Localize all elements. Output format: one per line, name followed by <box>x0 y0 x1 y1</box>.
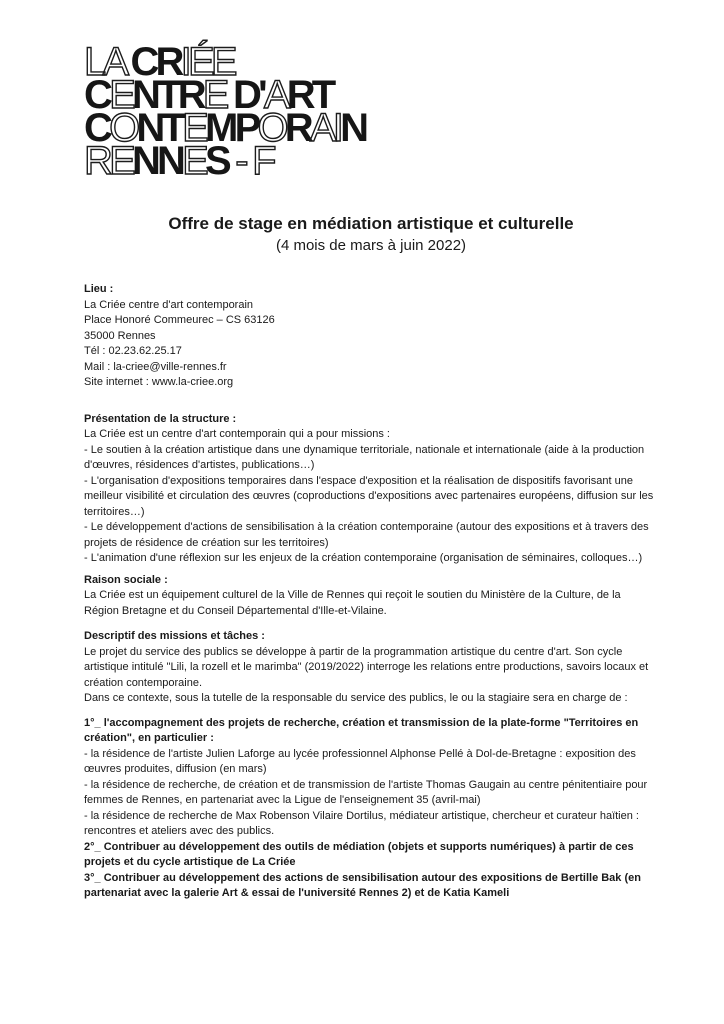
task-1-label: 1°_ l'accompagnement des projets de recherche, création et transmission de la plate-forme "Territoires en création", en particulier : <box>84 716 639 744</box>
logo-text-segment: AI <box>309 106 341 150</box>
title-block <box>0 212 724 256</box>
task-1-subitem: - la résidence de l'artiste Julien Laforge au lycée professionnel Alphonse Pellé à Dol-de-Bretagne : exposition des œuvres produites, diffusion (en mars) <box>84 747 636 775</box>
logo-text-segment: - F <box>227 139 273 183</box>
logo-text-segment: RT <box>286 73 333 117</box>
logo-text-segment: MP <box>205 106 258 150</box>
document-body <box>84 282 658 902</box>
logo-text-segment: CR <box>130 40 181 84</box>
logo-text-segment: C <box>84 73 110 117</box>
logo-text-segment: LA <box>84 40 131 84</box>
task-1-subitem: - la résidence de recherche, de création et de transmission de l'artiste Thomas Gaugain au centre pénitentiaire pour femmes de Rennes, en partenariat avec la Ligue de l'enseignement 35 (avril-mai) <box>84 778 648 806</box>
missions-paragraph: Dans ce contexte, sous la tutelle de la responsable du service des publics, le ou la stagiaire sera en charge de : <box>84 692 628 704</box>
document-subtitle: (4 mois de mars à juin 2022) <box>275 237 467 254</box>
logo-text-segment: E <box>182 139 206 183</box>
task-1-subitem: - la résidence de recherche de Max Robenson Vilaire Dortilus, médiateur artistique, chercheur et curateur haïtien : rencontres et ateliers avec des publics. <box>84 809 639 837</box>
task-2-label: 2°_ Contribuer au développement des outils de médiation (objets et supports numériques) à partir de ces projets et du cycle artistique de La Criée <box>84 840 634 868</box>
raison-sociale-text: La Criée est un équipement culturel de la Ville de Rennes qui reçoit le soutien du Ministère de la Culture, de la Région Bretagne et du Conseil Départemental d'Ille-et-Vilaine. <box>84 589 621 617</box>
logo-line-rennes-f <box>84 139 724 183</box>
mission-item: - L'organisation d'expositions temporaires dans l'espace d'exposition et la réalisation de dispositifs favorisant une meilleur visibilité et circulation des œuvres (coproductions d'expositions avec partenaires européens, diffusion sur les territoires…) <box>84 474 654 518</box>
logo-text-segment: D' <box>233 73 264 117</box>
section-lieu <box>84 282 658 391</box>
address-line-city: 35000 Rennes <box>84 329 156 342</box>
section-raison-sociale <box>84 573 658 620</box>
document-title: Offre de stage en médiation artistique et culturelle <box>168 214 574 233</box>
section-heading-presentation: Présentation de la structure : <box>84 412 237 425</box>
section-heading-raison-sociale: Raison sociale : <box>84 573 168 586</box>
mission-item: - Le développement d'actions de sensibilisation à la création contemporaine (autour des expositions et à travers des projets de résidence de création sur les territoires) <box>84 521 649 549</box>
address-line-phone: Tél : 02.23.62.25.17 <box>84 345 182 357</box>
section-heading-missions: Descriptif des missions et tâches : <box>84 630 265 642</box>
address-line-street: Place Honoré Commeurec – CS 63126 <box>84 314 275 326</box>
section-missions <box>84 629 658 902</box>
presentation-intro: La Criée est un centre d'art contemporain qui a pour missions : <box>84 428 390 440</box>
logo-text-segment: N <box>340 106 366 150</box>
logo-text-segment: O <box>257 106 285 150</box>
logo-text-segment: C <box>84 106 110 150</box>
address-line-name: La Criée centre d'art contemporain <box>84 298 254 311</box>
mission-item: - Le soutien à la création artistique dans une dynamique territoriale, nationale et internationale (aide à la production d'œuvres, résidences d'artistes, publications…) <box>84 443 645 471</box>
section-presentation <box>84 412 658 567</box>
missions-paragraph: Le projet du service des publics se développe à partir de la programmation artistique du centre d'art. Son cycle artistique intitulé "Lili, la rozell et le marimba" (2019/2022) interroge les relations entre productions, savoirs locaux et création contemporaine. <box>84 645 649 689</box>
logo-text-segment: IÉE <box>180 40 234 84</box>
logo-text-segment: NT <box>136 106 183 150</box>
mission-item: - L'animation d'une réflexion sur les enjeux de la création contemporaine (organisation de séminaires, colloques…) <box>84 552 643 564</box>
task-list <box>84 716 658 902</box>
logo-text-segment: R <box>284 106 310 150</box>
logo-text-segment: O <box>109 106 137 150</box>
logo-text-segment: NN <box>131 139 183 183</box>
logo-text-segment: E <box>182 106 206 150</box>
address-line-email: Mail : la-criee@ville-rennes.fr <box>84 360 227 373</box>
la-criee-logo <box>84 40 724 183</box>
logo-text-segment: A <box>263 73 287 117</box>
logo-text-segment: S <box>205 139 228 183</box>
task-3-label: 3°_ Contribuer au développement des actions de sensibilisation autour des expositions de Bertille Bak (en partenariat avec la galerie Art & essai de l'université Rennes 2) et de Katia Kameli <box>84 871 641 899</box>
logo-text-segment: RE <box>84 139 132 183</box>
section-heading-lieu: Lieu : <box>84 283 114 295</box>
logo-text-segment: E <box>109 73 132 117</box>
logo-text-segment: NTR <box>131 73 203 117</box>
logo-text-segment: E <box>202 73 233 117</box>
address-line-website: Site internet : www.la-criee.org <box>84 376 234 388</box>
